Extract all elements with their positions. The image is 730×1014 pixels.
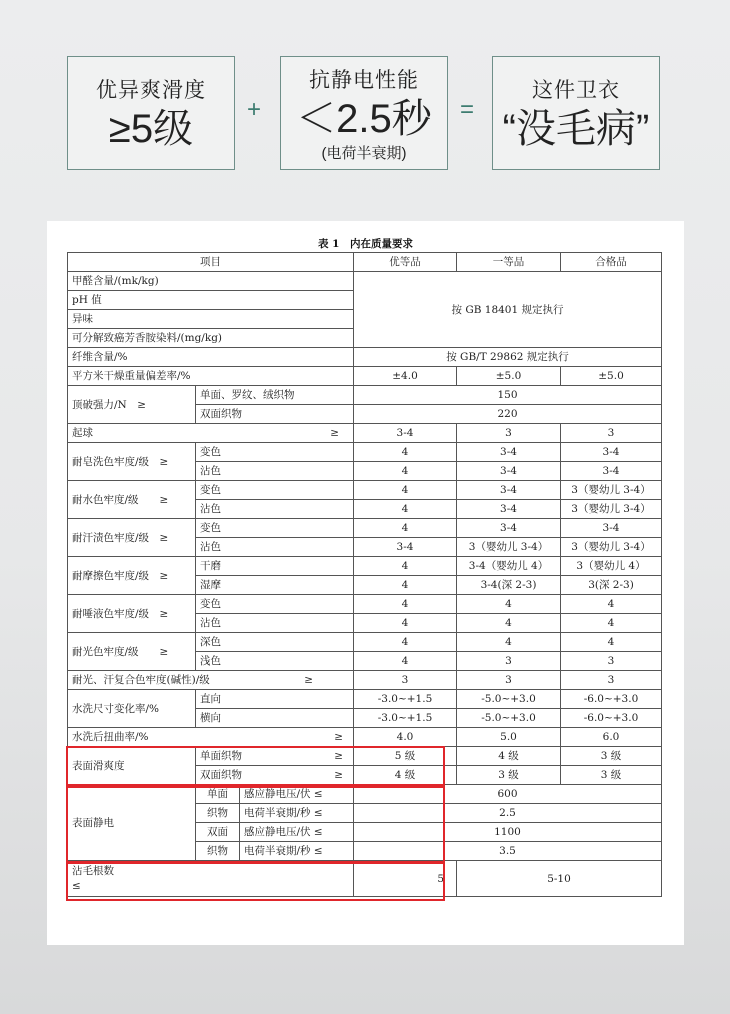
row-label: 耐汗渍色牢度/级 ≥ — [68, 519, 196, 557]
value-cell: 1100 — [354, 823, 662, 842]
le-symbol: ≤ — [72, 879, 81, 892]
value-cell: 2.5 — [354, 804, 662, 823]
table-row — [68, 747, 662, 766]
header-item: 项目 — [68, 253, 354, 272]
table-row — [68, 785, 662, 804]
antistatic-label: 抗静电性能 — [309, 68, 419, 92]
sub-label: 电荷半衰期/秒 ≤ — [240, 842, 354, 861]
table-row — [68, 253, 662, 272]
value-cell: 4 — [457, 614, 561, 633]
sub-label: 沾色 — [196, 614, 354, 633]
row-label — [68, 424, 354, 443]
value-cell: 3 — [354, 671, 457, 690]
spec-document — [47, 221, 684, 945]
row-label: 表面滑爽度 — [68, 747, 196, 785]
sub-label — [196, 766, 354, 785]
value-cell: -6.0~+3.0 — [561, 690, 662, 709]
result-label: 这件卫衣 — [532, 79, 620, 102]
value-cell: 3-4 — [457, 500, 561, 519]
sub-label: 深色 — [196, 633, 354, 652]
value-cell: 3-4 — [354, 424, 457, 443]
smoothness-box — [67, 56, 235, 170]
result-quote: “没毛病” — [502, 107, 650, 151]
value-cell: 3-4 — [457, 519, 561, 538]
smooth-double-label: 双面织物 — [200, 769, 242, 781]
table-row — [68, 690, 662, 709]
table-row — [68, 861, 662, 897]
value-cell: 4 — [354, 595, 457, 614]
value-cell: 5.0 — [457, 728, 561, 747]
value-cell: 3-4 — [561, 519, 662, 538]
row-label — [68, 728, 354, 747]
value-cell: 3(深 2-3) — [561, 576, 662, 595]
ge-symbol: ≥ — [334, 750, 343, 762]
sub-label: 变色 — [196, 443, 354, 462]
value-cell: 3 — [561, 424, 662, 443]
value-cell: 3-4(深 2-3) — [457, 576, 561, 595]
table-row — [68, 595, 662, 614]
antistatic-note: (电荷半衰期) — [321, 144, 407, 162]
value-cell: 4 — [354, 614, 457, 633]
row-label: 顶破强力/N ≥ — [68, 386, 196, 424]
value-cell: 3 级 — [561, 766, 662, 785]
row-label: 耐光色牢度/级 ≥ — [68, 633, 196, 671]
sub-label: 湿摩 — [196, 576, 354, 595]
table-row — [68, 424, 662, 443]
smoothness-label: 优异爽滑度 — [96, 79, 206, 102]
sub-label: 直向 — [196, 690, 354, 709]
sub-label: 横向 — [196, 709, 354, 728]
table-title: 表 1 内在质量要求 — [318, 238, 413, 250]
row-label: 水洗尺寸变化率/% — [68, 690, 196, 728]
value-cell: ±5.0 — [561, 367, 662, 386]
value-cell: -5.0~+3.0 — [457, 709, 561, 728]
gb18401-cell: 按 GB 18401 规定执行 — [354, 272, 662, 348]
antistatic-value: ＜2.5秒 — [296, 96, 432, 141]
table-row — [68, 386, 662, 405]
value-cell: -3.0~+1.5 — [354, 709, 457, 728]
row-label: pH 值 — [68, 291, 354, 310]
row-label: 可分解致癌芳香胺染料/(mg/kg) — [68, 329, 354, 348]
ge-symbol: ≥ — [330, 427, 339, 439]
row-label — [68, 671, 354, 690]
table-row — [68, 557, 662, 576]
value-cell: 3 — [457, 424, 561, 443]
gbt29862-cell: 按 GB/T 29862 规定执行 — [354, 348, 662, 367]
plus-sign: + — [247, 96, 262, 123]
sub-label: 双面 — [196, 823, 240, 842]
table-row — [68, 367, 662, 386]
quality-table — [67, 252, 662, 897]
value-cell: 4 — [561, 633, 662, 652]
value-cell: 3（婴幼儿 3-4） — [561, 538, 662, 557]
value-cell: 4 — [561, 595, 662, 614]
ge-symbol: ≥ — [334, 731, 343, 743]
table-row — [68, 272, 662, 291]
ge-symbol: ≥ — [304, 674, 313, 686]
value-cell: 6.0 — [561, 728, 662, 747]
value-cell: 4 — [354, 500, 457, 519]
smooth-single-label: 单面织物 — [200, 750, 242, 762]
row-label: 耐皂洗色牢度/级 ≥ — [68, 443, 196, 481]
smoothness-grade: ≥5级 — [108, 107, 194, 151]
value-cell: -3.0~+1.5 — [354, 690, 457, 709]
sub-label: 织物 — [196, 842, 240, 861]
value-cell: 3-4（婴幼儿 4） — [457, 557, 561, 576]
row-label: 异味 — [68, 310, 354, 329]
sub-label: 感应静电压/伏 ≤ — [240, 785, 354, 804]
value-cell: 3 — [457, 652, 561, 671]
value-cell: 600 — [354, 785, 662, 804]
value-cell: 3 级 — [457, 766, 561, 785]
row-label: 耐水色牢度/级 ≥ — [68, 481, 196, 519]
row-label — [68, 861, 354, 897]
sub-label: 双面织物 — [196, 405, 354, 424]
value-cell: 4 — [354, 462, 457, 481]
result-box — [492, 56, 660, 170]
value-cell: -5.0~+3.0 — [457, 690, 561, 709]
value-cell: 3 — [561, 652, 662, 671]
value-cell: 5 — [354, 861, 457, 897]
row-label: 耐唾液色牢度/级 ≥ — [68, 595, 196, 633]
value-cell: 3-4 — [457, 462, 561, 481]
sub-label: 感应静电压/伏 ≤ — [240, 823, 354, 842]
value-cell: 4 级 — [457, 747, 561, 766]
value-cell: ±4.0 — [354, 367, 457, 386]
value-cell: 4 — [457, 633, 561, 652]
table-row — [68, 671, 662, 690]
value-cell: 4.0 — [354, 728, 457, 747]
row-label: 耐摩擦色牢度/级 ≥ — [68, 557, 196, 595]
value-cell: 3-4 — [561, 443, 662, 462]
ge-symbol: ≥ — [334, 769, 343, 781]
value-cell: 4 — [354, 443, 457, 462]
light-sweat-label: 耐光、汗复合色牢度(碱性)/级 — [72, 674, 210, 686]
header-premium: 优等品 — [354, 253, 457, 272]
row-label: 纤维含量/% — [68, 348, 354, 367]
sub-label: 变色 — [196, 595, 354, 614]
table-row — [68, 481, 662, 500]
value-cell: 3.5 — [354, 842, 662, 861]
value-cell: 3 — [457, 671, 561, 690]
equals-sign: = — [460, 96, 475, 123]
value-cell: 4 — [354, 576, 457, 595]
value-cell: -6.0~+3.0 — [561, 709, 662, 728]
value-cell: 3-4 — [561, 462, 662, 481]
row-label: 平方米干燥重量偏差率/% — [68, 367, 354, 386]
value-cell: 4 级 — [354, 766, 457, 785]
value-cell: 3 级 — [561, 747, 662, 766]
row-label: 甲醛含量/(mk/kg) — [68, 272, 354, 291]
sub-label: 沾色 — [196, 462, 354, 481]
table-row — [68, 519, 662, 538]
value-cell: 3（婴幼儿 3-4） — [561, 500, 662, 519]
value-cell: 3（婴幼儿 3-4） — [561, 481, 662, 500]
pilling-label: 起球 — [72, 427, 93, 439]
header-qualified: 合格品 — [561, 253, 662, 272]
value-cell: 3（婴幼儿 4） — [561, 557, 662, 576]
value-cell: 4 — [354, 519, 457, 538]
value-cell: 5-10 — [457, 861, 662, 897]
value-cell: 3-4 — [354, 538, 457, 557]
table-row — [68, 443, 662, 462]
table-row — [68, 348, 662, 367]
sub-label: 变色 — [196, 481, 354, 500]
sub-label — [196, 747, 354, 766]
formula-banner — [0, 50, 730, 180]
table-row — [68, 728, 662, 747]
sub-label: 电荷半衰期/秒 ≤ — [240, 804, 354, 823]
value-cell: 220 — [354, 405, 662, 424]
value-cell: 150 — [354, 386, 662, 405]
value-cell: 4 — [354, 481, 457, 500]
value-cell: 3 — [561, 671, 662, 690]
antistatic-box — [280, 56, 448, 170]
header-first: 一等品 — [457, 253, 561, 272]
lint-label: 沾毛根数 — [72, 864, 114, 877]
value-cell: 3-4 — [457, 481, 561, 500]
row-label: 表面静电 — [68, 785, 196, 861]
sub-label: 浅色 — [196, 652, 354, 671]
value-cell: 4 — [354, 652, 457, 671]
sub-label: 单面、罗纹、绒织物 — [196, 386, 354, 405]
value-cell: 5 级 — [354, 747, 457, 766]
table-row — [68, 633, 662, 652]
value-cell: 3（婴幼儿 3-4） — [457, 538, 561, 557]
value-cell: 4 — [354, 557, 457, 576]
sub-label: 干磨 — [196, 557, 354, 576]
sub-label: 织物 — [196, 804, 240, 823]
value-cell: 4 — [354, 633, 457, 652]
value-cell: ±5.0 — [457, 367, 561, 386]
value-cell: 4 — [457, 595, 561, 614]
sub-label: 沾色 — [196, 500, 354, 519]
sub-label: 变色 — [196, 519, 354, 538]
twist-label: 水洗后扭曲率/% — [72, 731, 149, 743]
sub-label: 单面 — [196, 785, 240, 804]
value-cell: 3-4 — [457, 443, 561, 462]
sub-label: 沾色 — [196, 538, 354, 557]
value-cell: 4 — [561, 614, 662, 633]
